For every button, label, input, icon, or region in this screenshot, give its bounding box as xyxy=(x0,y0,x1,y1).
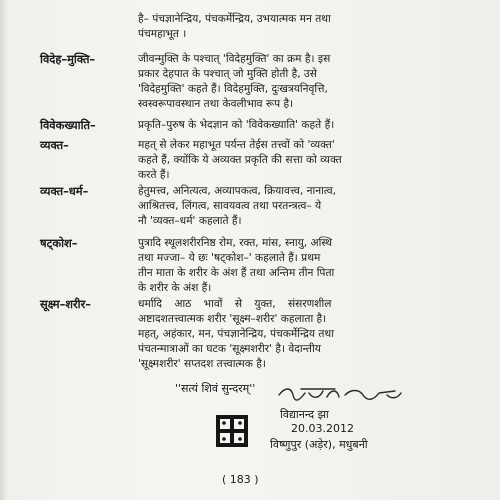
glossary-term: व्यक्त– xyxy=(40,138,69,152)
handwritten-signature xyxy=(275,383,415,405)
author-place: विष्णुपुर (अड़ेर), मधुबनी xyxy=(270,438,368,451)
glossary-term: व्यक्त–धर्म– xyxy=(40,184,89,198)
definition-line: के शरीर के अंश हैं। xyxy=(138,282,212,294)
glossary-term: विवेकख्याति– xyxy=(40,118,96,132)
definition-line: पुत्रादि स्थूलशरीरनिष्ठ रोम, रक्त, मांस, स्नायु, अस्थि xyxy=(138,237,333,249)
definition-line: नौ 'व्यक्त–धर्म' कहलाते हैं। xyxy=(138,215,242,227)
definition-line: धर्मादि आठ भावों से युक्त, संसरणशील xyxy=(138,298,332,310)
definition-line: प्रकार देहपात के पश्चात् जो मुक्ति होती है, उसे xyxy=(138,68,317,80)
definition-line: जीवन्मुक्ति के पश्चात् 'विदेहमुक्ति' का क्रम है। इस xyxy=(138,53,331,65)
glossary-term: षट्कोश– xyxy=(40,236,78,250)
definition-line: महत्, अहंकार, मन, पंचज्ञानेन्द्रिय, पंचकर्मेन्द्रिय तथा xyxy=(138,328,334,340)
definition-line: पंचमहाभूत । xyxy=(138,28,187,40)
definition-line: अष्टादशतत्त्वात्मक शरीर 'सूक्ष्म–शरीर' कहलाता है। xyxy=(138,313,327,325)
definition-line: महत् से लेकर महाभूत पर्यन्त तेईस तत्त्वों को 'व्यक्त' xyxy=(138,139,335,151)
definition-line: प्रकृति–पुरुष के भेदज्ञान को 'विवेकख्याति' कहते हैं। xyxy=(138,119,335,131)
signature-date: 20.03.2012 xyxy=(291,422,354,435)
closing-quote: ''सत्यं शिवं सुन्दरम्'' xyxy=(175,382,256,395)
definition-line: हेतुमत्त्व, अनित्यत्व, अव्यापकत्व, क्रियावत्त्व, नानात्व, xyxy=(138,185,336,197)
author-name: विद्यानन्द झा xyxy=(280,408,329,421)
definition-line: करते हैं। xyxy=(138,169,170,181)
swastika-icon xyxy=(214,413,250,449)
definition-line: तीन माता के शरीर के अंश हैं तथा अन्तिम तीन पिता xyxy=(138,267,335,279)
definition-line: स्वस्वरूपावस्थान तथा केवलीभाव रूप है। xyxy=(138,98,294,110)
definition-line: है– पंचज्ञानेन्द्रिय, पंचकर्मेन्द्रिय, उभयात्मक मन तथा xyxy=(138,13,331,25)
definition-line: पंचतन्मात्राओं का घटक 'सूक्ष्मशरीर' है। वेदान्तीय xyxy=(138,343,321,355)
definition-line: 'सूक्ष्मशरीर' सप्तदश तत्त्वात्मक है। xyxy=(138,358,266,370)
page-number: ( 183 ) xyxy=(222,473,259,486)
definition-line: तथा मज्जा– ये छः 'षट्कोश–' कहलाते हैं। प्रथम xyxy=(138,252,321,264)
glossary-term: विदेह–मुक्ति– xyxy=(40,52,96,66)
definition-line: 'विदेहमुक्ति' कहते हैं। विदेहमुक्ति, दुःखत्रयनिवृत्ति, xyxy=(138,83,328,95)
definition-line: आश्रितत्त्व, लिंगत्व, सावयवत्व तथा परतन्त्रत्व– ये xyxy=(138,200,322,212)
definition-line: कहते हैं, क्योंकि ये अव्यक्त प्रकृति की सत्ता को व्यक्त xyxy=(138,154,342,166)
glossary-term: सूक्ष्म–शरीर– xyxy=(40,297,91,311)
page-binding-shadow xyxy=(0,0,8,500)
